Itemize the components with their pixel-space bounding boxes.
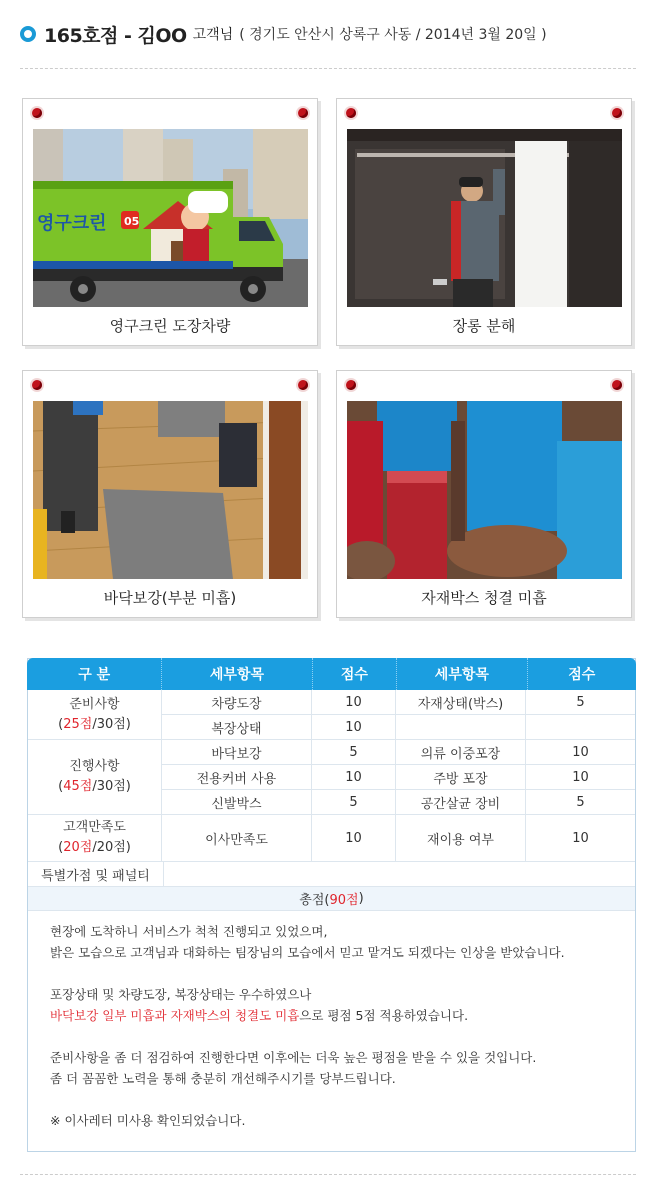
special-points-label: 특별가점 및 패널티 [28,862,164,886]
pin-icon [32,108,42,118]
wardrobe-photo [347,129,622,307]
photo-caption: 영구크린 도장차량 [109,317,231,335]
table-row: 바닥보강 5 의류 이중포장 10 [162,740,635,765]
pin-icon [612,380,622,390]
header-score: 점수 [313,658,398,690]
table-row: 신발박스 5 공간살균 장비 5 [162,790,635,814]
table-group-satisfaction [28,815,635,862]
store-title: 165호점 - 김OO [44,24,187,47]
header-score: 점수 [568,667,596,683]
group-label [28,690,162,739]
special-points-value [164,862,635,886]
table-group-preparation [28,690,635,740]
pin-icon [298,380,308,390]
photo-card-boxes [336,370,632,618]
customer-label: 고객님 [192,27,234,43]
boxes-photo [347,401,622,579]
special-points-row [28,862,635,887]
table-row: 복장상태 10 [162,715,635,739]
total-score: 총점( 90점 ) [28,887,635,911]
group-score: (45점/30점) [58,779,131,794]
header-divider [20,68,636,69]
photo-caption: 장롱 분해 [452,317,516,335]
photo-card-floor [22,370,318,618]
location-date: ( 경기도 안산시 상록구 사동 / 2014년 3월 20일 ) [239,27,547,43]
truck-text: 영구크린 [37,213,107,234]
highlight-text: 바닥보강 일부 미흡과 자재박스의 청결도 미흡 [50,1008,300,1023]
note-text: ※ 이사레터 미사용 확인되었습니다. [50,1113,246,1128]
pin-icon [298,108,308,118]
table-group-progress [28,740,635,815]
page-header [20,16,636,52]
evaluation-table [27,658,636,1152]
header-item: 세부항목 [162,658,312,690]
group-label [28,740,162,814]
total-score-value: 90점 [329,893,359,908]
review-comment: 현장에 도착하니 서비스가 척척 진행되고 있었으며, 밝은 모습으로 고객님과 대화하는 팀장님의 모습에서 믿고 맡겨도 되겠다는 인상을 받았습니다. 포장상태 및 차량도장, 복장상태는 우수하였으나 바닥보강 일부 미흡과 자재박스의 청결도 미흡으로 평점 5점 적용하였습니다. 준비사항을 좀 더 점검하여 진행한다면 이후에는 더욱 높은 평점을 받을 수 있을 것입니다. 좀 더 꼼꼼한 노력을 통해 충분히 개선해주시기를 당부드립니다. ※ 이사레터 미사용 확인되었습니다. [28,911,635,1151]
header-category: 구 분 [27,658,162,690]
table-row: 이사만족도 10 재이용 여부 10 [162,815,635,861]
header-item: 세부항목 [397,658,527,690]
table-header [27,658,636,690]
group-name: 준비사항 [69,696,120,712]
photo-card-wardrobe [336,98,632,346]
pin-icon [612,108,622,118]
pin-icon [32,380,42,390]
photo-caption: 바닥보강(부분 미흡) [103,589,237,607]
group-label [28,815,162,861]
group-score: (25점/30점) [58,716,131,732]
group-name: 고객만족도 [63,820,126,835]
circle-bullet-icon [20,26,36,42]
footer-divider [20,1174,636,1175]
pin-icon [346,108,356,118]
table-row: 차량도장 10 자재상태(박스) 5 [162,690,635,715]
floor-photo [33,401,308,579]
truck-badge: 05 [124,215,140,228]
photo-caption: 자재박스 청결 미흡 [421,589,547,607]
group-name: 진행사항 [69,759,120,774]
truck-photo [33,129,308,307]
table-row: 전용커버 사용 10 주방 포장 10 [162,765,635,790]
group-score: (20점/20점) [58,840,131,855]
photo-card-truck [22,98,318,346]
pin-icon [346,380,356,390]
